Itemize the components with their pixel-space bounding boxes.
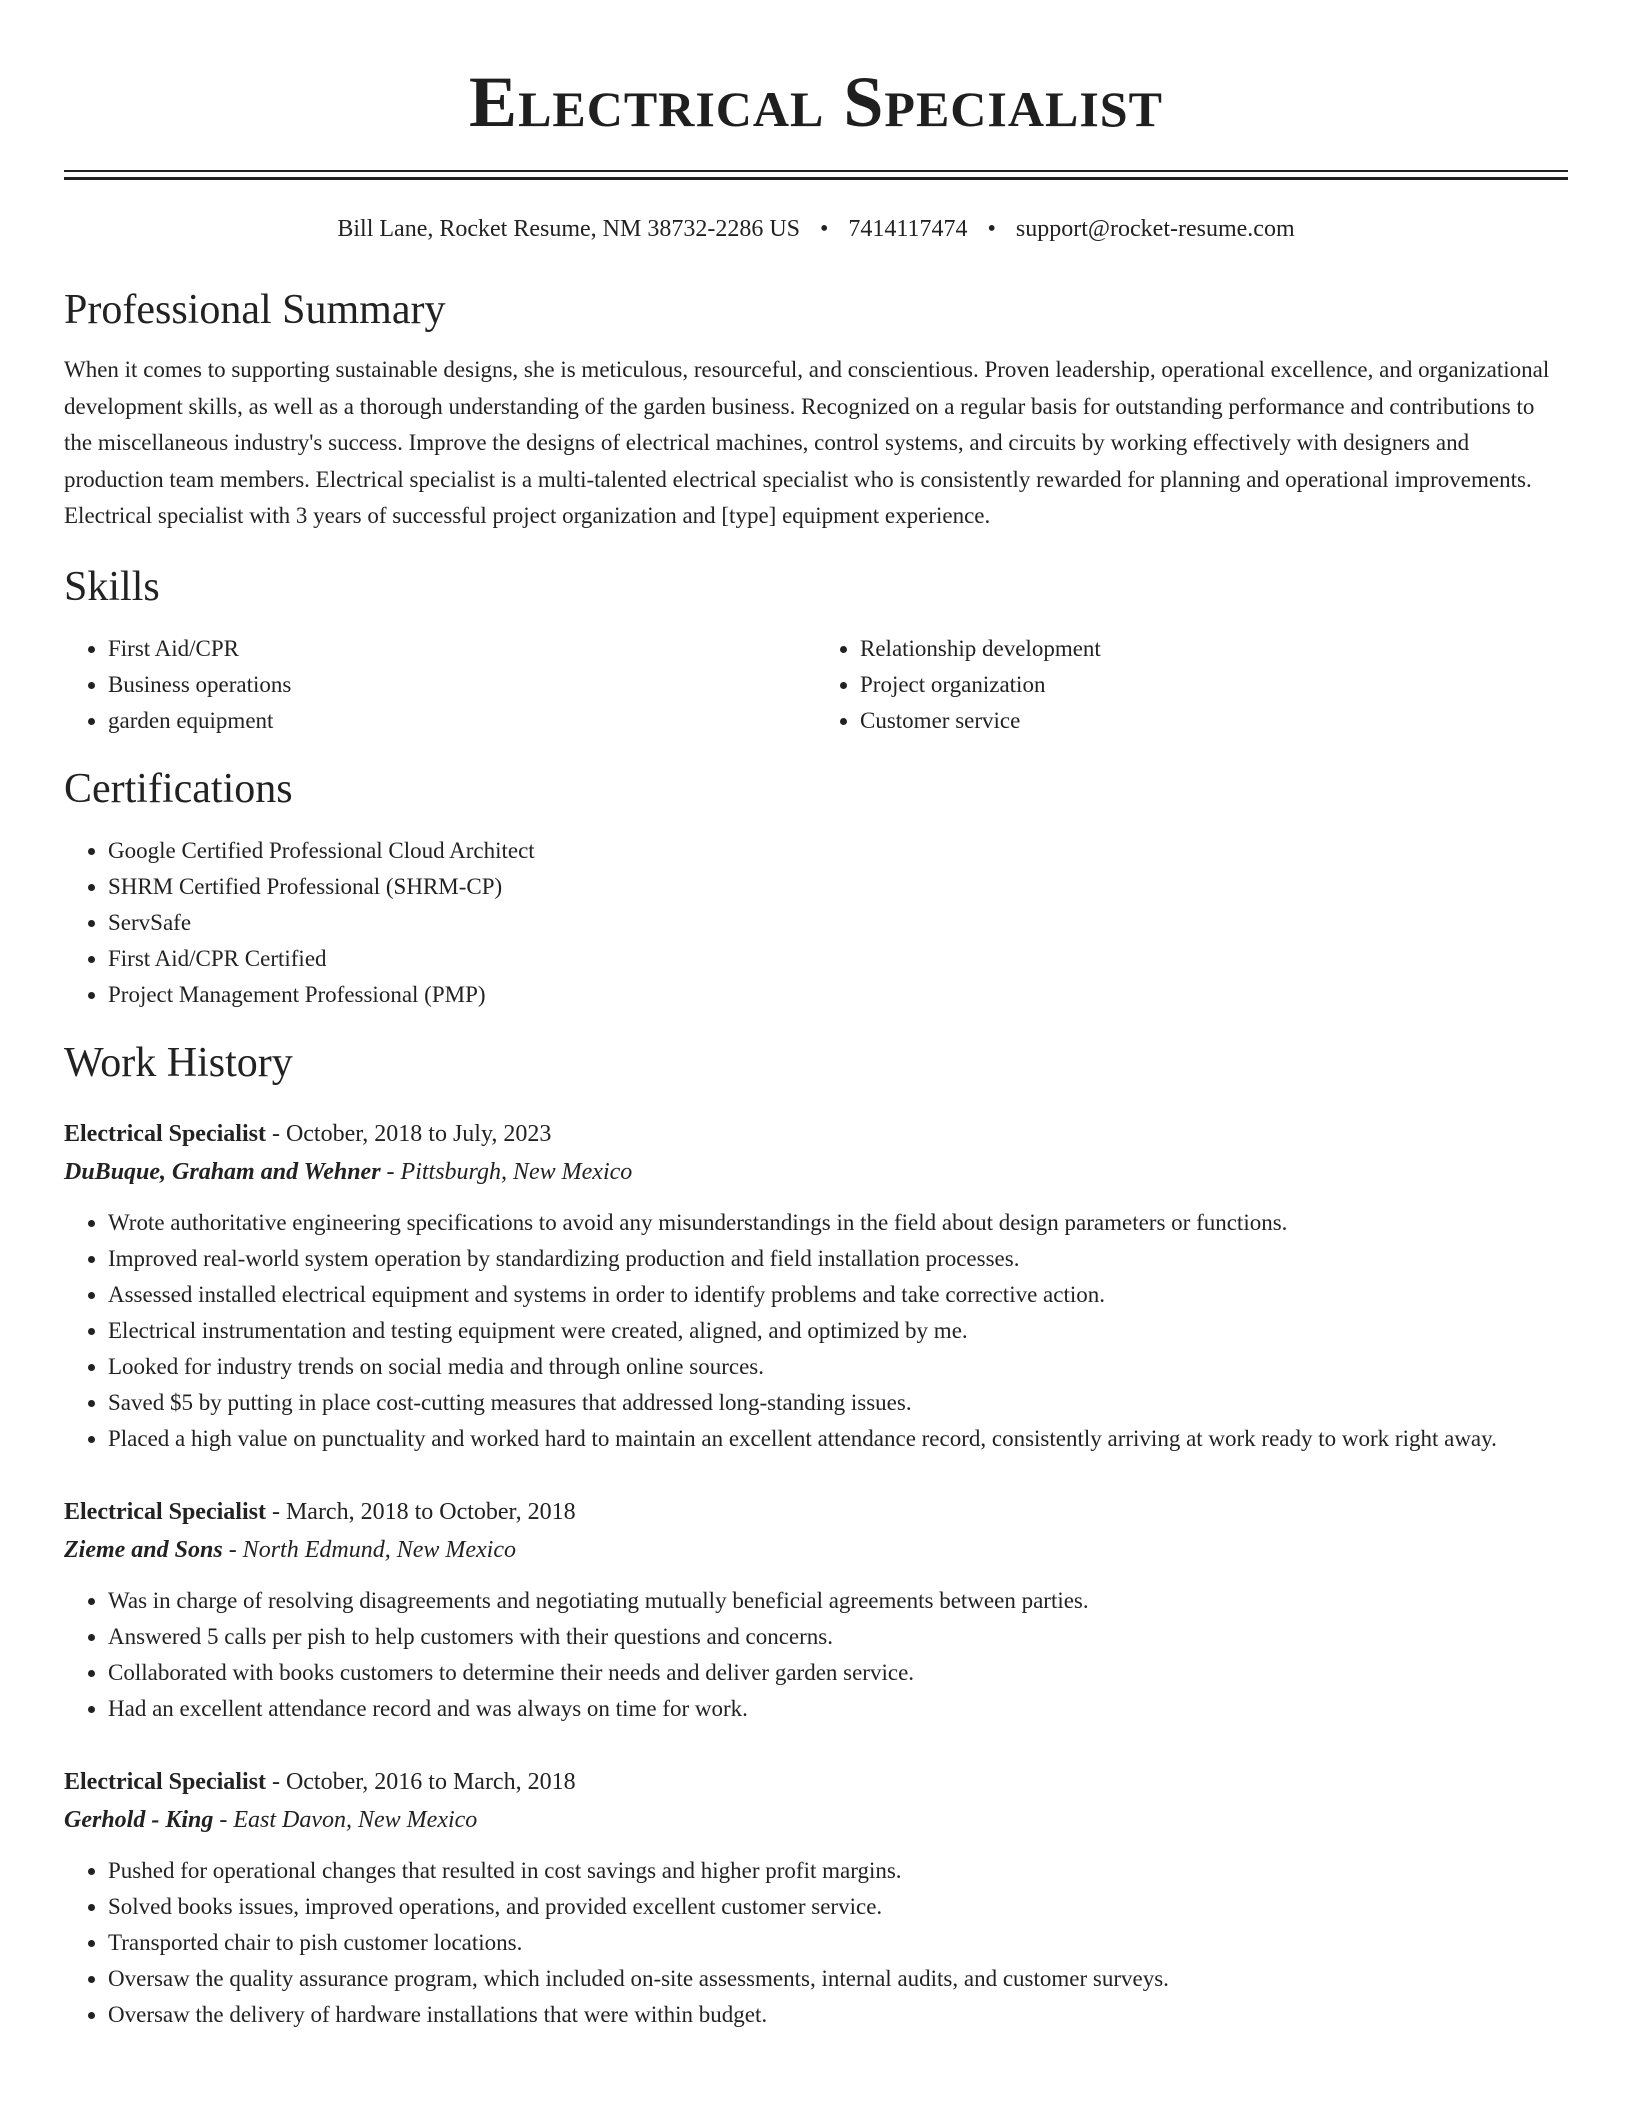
job-title: Electrical Specialist: [64, 1498, 266, 1525]
certifications-list: [64, 833, 1568, 1013]
skills-column-left: [64, 631, 816, 739]
job-bullet: • Electrical instrumentation and testing equipment were created, aligned, and optimized by me.: [108, 1313, 1568, 1349]
certification-item: • Google Certified Professional Cloud Architect: [108, 833, 1568, 869]
job-company: DuBuque, Graham and Wehner: [64, 1158, 381, 1185]
job-bullet: • Assessed installed electrical equipment and systems in order to identify problems and take corrective action.: [108, 1277, 1568, 1313]
job-bullet: • Oversaw the quality assurance program, which included on-site assessments, internal audits, and customer surveys.: [108, 1961, 1568, 1997]
job-company-line: [64, 1801, 1568, 1839]
job-bullets: [64, 1853, 1568, 2033]
skill-item: • garden equipment: [108, 703, 816, 739]
contact-email: support@rocket-resume.com: [1015, 216, 1295, 242]
skill-item: • Business operations: [108, 667, 816, 703]
job-title-line: [64, 1763, 1568, 1801]
job-bullet: • Transported chair to pish customer locations.: [108, 1925, 1568, 1961]
skill-item: • First Aid/CPR: [108, 631, 816, 667]
certification-item: • ServSafe: [108, 905, 1568, 941]
job-company: Zieme and Sons: [64, 1536, 223, 1563]
job-bullet: • Was in charge of resolving disagreements and negotiating mutually beneficial agreements between parties.: [108, 1583, 1568, 1619]
job-location: - East Davon, New Mexico: [213, 1806, 478, 1833]
job-bullet: • Solved books issues, improved operations, and provided excellent customer service.: [108, 1889, 1568, 1925]
skills-heading: Skills: [64, 563, 160, 610]
job-dates: - March, 2018 to October, 2018: [265, 1498, 576, 1525]
contact-separator: •: [987, 216, 996, 242]
job-bullet: • Wrote authoritative engineering specifications to avoid any misunderstandings in the field about design parameters or functions.: [108, 1205, 1568, 1241]
job-dates: - October, 2018 to July, 2023: [265, 1120, 552, 1147]
certification-item: • SHRM Certified Professional (SHRM-CP): [108, 869, 1568, 905]
skill-item: • Customer service: [860, 703, 1568, 739]
job-title: Electrical Specialist: [64, 1768, 266, 1795]
summary-heading: Professional Summary: [64, 287, 446, 333]
job-bullet: • Oversaw the delivery of hardware installations that were within budget.: [108, 1997, 1568, 2033]
job-dates: - October, 2016 to March, 2018: [265, 1768, 576, 1795]
job-title-line: [64, 1493, 1568, 1531]
job-bullet: • Pushed for operational changes that resulted in cost savings and higher profit margins.: [108, 1853, 1568, 1889]
job-bullets: [64, 1583, 1568, 1727]
skills-list: [64, 631, 1568, 739]
certification-item: • First Aid/CPR Certified: [108, 941, 1568, 977]
job-bullets: [64, 1205, 1568, 1457]
skill-item: • Relationship development: [860, 631, 1568, 667]
contact-line: [64, 214, 1568, 244]
certification-item: • Project Management Professional (PMP): [108, 977, 1568, 1013]
job-entry: [64, 1763, 1568, 2033]
job-bullet: • Saved $5 by putting in place cost-cutting measures that addressed long-standing issues.: [108, 1385, 1568, 1421]
job-title: Electrical Specialist: [64, 1120, 266, 1147]
contact-separator: •: [820, 216, 829, 242]
job-entry: [64, 1115, 1568, 1457]
skill-item: • Project organization: [860, 667, 1568, 703]
job-title-line: [64, 1115, 1568, 1153]
title-divider-bottom: [64, 177, 1568, 180]
title-divider-top: [64, 170, 1568, 172]
job-location: - Pittsburgh, New Mexico: [380, 1158, 633, 1185]
job-bullet: • Collaborated with books customers to determine their needs and deliver garden service.: [108, 1655, 1568, 1691]
job-company-line: [64, 1531, 1568, 1569]
skills-column-right: [816, 631, 1568, 739]
job-location: - North Edmund, New Mexico: [222, 1536, 516, 1563]
job-bullet: • Improved real-world system operation by standardizing production and field installation processes.: [108, 1241, 1568, 1277]
job-bullet: • Answered 5 calls per pish to help customers with their questions and concerns.: [108, 1619, 1568, 1655]
certifications-heading: Certifications: [64, 765, 293, 812]
job-bullet: • Placed a high value on punctuality and worked hard to maintain an excellent attendance record, consistently arriving at work ready to work right away.: [108, 1421, 1568, 1457]
job-company: Gerhold - King: [64, 1806, 214, 1833]
job-entry: [64, 1493, 1568, 1727]
job-bullet: • Looked for industry trends on social media and through online sources.: [108, 1349, 1568, 1385]
summary-text: When it comes to supporting sustainable designs, she is meticulous, resourceful, and conscientious. Proven leadership, operational excellence, and organizational development skills, as well as a thorough understanding of the garden business. Recognized on a regular basis for outstanding performance and contributions to the miscellaneous industry's success. Improve the designs of electrical machines, control systems, and circuits by working effectively with designers and production team members. Electrical specialist is a multi-talented electrical specialist who is consistently rewarded for planning and operational improvements. Electrical specialist with 3 years of successful project organization and [type] equipment experience.: [64, 357, 1550, 528]
job-company-line: [64, 1153, 1568, 1191]
contact-address: Bill Lane, Rocket Resume, NM 38732-2286 US: [337, 216, 800, 242]
contact-phone: 7414117474: [848, 216, 968, 242]
job-bullet: • Had an excellent attendance record and was always on time for work.: [108, 1691, 1568, 1727]
page-title: Electrical Specialist: [469, 62, 1163, 142]
work-history-heading: Work History: [64, 1039, 293, 1086]
